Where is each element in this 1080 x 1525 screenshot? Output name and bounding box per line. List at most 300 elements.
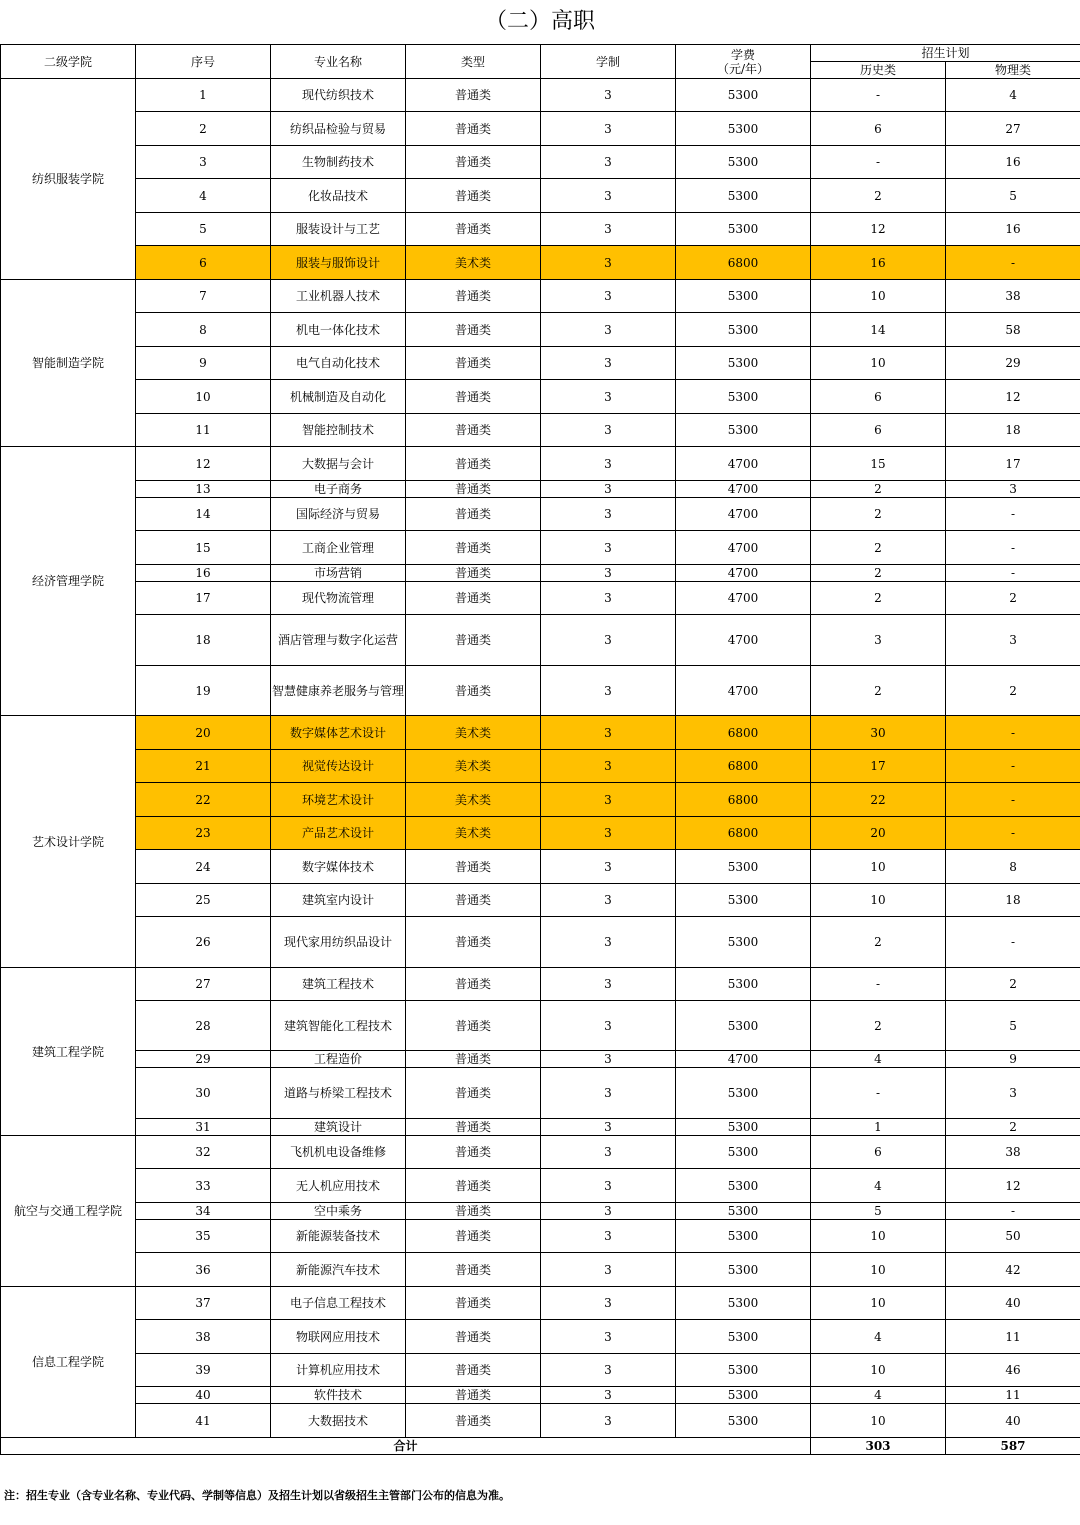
major-cell: 环境艺术设计 [271,783,406,817]
header-fee [676,45,811,79]
fee-cell: 6800 [676,750,811,783]
seq-cell: 30 [136,1068,271,1119]
major-cell: 建筑室内设计 [271,884,406,917]
duration-cell: 3 [541,1068,676,1119]
college-name-cell: 智能制造学院 [1,280,136,447]
seq-cell: 13 [136,481,271,498]
type-cell: 普通类 [406,179,541,213]
table-row [1,1001,1080,1051]
history-cell: 16 [811,246,946,280]
table-row [1,1404,1080,1438]
fee-cell: 5300 [676,1287,811,1320]
duration-cell: 3 [541,783,676,817]
physics-cell: 38 [946,1136,1080,1169]
history-cell: 1 [811,1119,946,1136]
duration-cell: 3 [541,280,676,313]
college-name-cell: 艺术设计学院 [1,716,136,968]
fee-cell: 6800 [676,817,811,850]
college-name-cell: 纺织服装学院 [1,79,136,280]
history-cell: 3 [811,615,946,666]
major-cell: 纺织品检验与贸易 [271,112,406,146]
college-name-cell: 航空与交通工程学院 [1,1136,136,1287]
duration-cell: 3 [541,313,676,347]
header-plan: 招生计划 [811,45,1080,62]
fee-cell: 5300 [676,179,811,213]
fee-cell: 4700 [676,565,811,582]
table-row [1,1169,1080,1203]
physics-cell: - [946,750,1080,783]
major-cell: 电气自动化技术 [271,347,406,380]
table-row [1,917,1080,968]
seq-cell: 17 [136,582,271,615]
duration-cell: 3 [541,79,676,112]
major-cell: 智能控制技术 [271,414,406,447]
seq-cell: 5 [136,213,271,246]
physics-cell: 58 [946,313,1080,347]
seq-cell: 29 [136,1051,271,1068]
type-cell: 普通类 [406,968,541,1001]
seq-cell: 38 [136,1320,271,1354]
physics-cell: 38 [946,280,1080,313]
history-cell: 6 [811,112,946,146]
table-body [1,79,1080,1438]
type-cell: 普通类 [406,1253,541,1287]
seq-cell: 12 [136,447,271,481]
type-cell: 普通类 [406,565,541,582]
major-cell: 化妆品技术 [271,179,406,213]
fee-cell: 5300 [676,917,811,968]
type-cell: 普通类 [406,1203,541,1220]
seq-cell: 34 [136,1203,271,1220]
seq-cell: 36 [136,1253,271,1287]
type-cell: 普通类 [406,1001,541,1051]
fee-cell: 5300 [676,380,811,414]
type-cell: 普通类 [406,79,541,112]
table-row [1,615,1080,666]
physics-cell: - [946,498,1080,531]
history-cell: 2 [811,565,946,582]
major-cell: 智慧健康养老服务与管理 [271,666,406,716]
physics-cell: - [946,565,1080,582]
table-row [1,313,1080,347]
major-cell: 建筑智能化工程技术 [271,1001,406,1051]
history-cell: 10 [811,1253,946,1287]
physics-cell: 11 [946,1320,1080,1354]
physics-cell: 2 [946,582,1080,615]
type-cell: 普通类 [406,146,541,179]
fee-cell: 5300 [676,313,811,347]
history-cell: 4 [811,1051,946,1068]
history-cell: 10 [811,280,946,313]
seq-cell: 35 [136,1220,271,1253]
header-fee-line1: 学费 [730,47,755,62]
table-row [1,531,1080,565]
fee-cell: 4700 [676,615,811,666]
header-history: 历史类 [811,62,946,79]
type-cell: 普通类 [406,1320,541,1354]
seq-cell: 15 [136,531,271,565]
fee-cell: 5300 [676,1001,811,1051]
duration-cell: 3 [541,1001,676,1051]
major-cell: 现代纺织技术 [271,79,406,112]
header-duration: 学制 [541,45,676,79]
physics-cell: 5 [946,1001,1080,1051]
header-college: 二级学院 [1,45,136,79]
table-row [1,79,1080,112]
major-cell: 建筑设计 [271,1119,406,1136]
duration-cell: 3 [541,750,676,783]
type-cell: 美术类 [406,246,541,280]
duration-cell: 3 [541,817,676,850]
total-row [1,1438,1080,1455]
table-row [1,347,1080,380]
fee-cell: 4700 [676,531,811,565]
table-row [1,1287,1080,1320]
physics-cell: 18 [946,414,1080,447]
duration-cell: 3 [541,1253,676,1287]
type-cell: 普通类 [406,481,541,498]
type-cell: 普通类 [406,1169,541,1203]
seq-cell: 8 [136,313,271,347]
duration-cell: 3 [541,179,676,213]
table-row [1,1068,1080,1119]
duration-cell: 3 [541,246,676,280]
table-row [1,1220,1080,1253]
type-cell: 普通类 [406,850,541,884]
header-fee-line2: （元/年） [716,61,770,76]
major-cell: 空中乘务 [271,1203,406,1220]
college-name-cell: 建筑工程学院 [1,968,136,1136]
seq-cell: 41 [136,1404,271,1438]
fee-cell: 5300 [676,1320,811,1354]
major-cell: 服装设计与工艺 [271,213,406,246]
seq-cell: 19 [136,666,271,716]
physics-cell: 27 [946,112,1080,146]
fee-cell: 4700 [676,666,811,716]
duration-cell: 3 [541,498,676,531]
fee-cell: 5300 [676,79,811,112]
table-row [1,481,1080,498]
type-cell: 普通类 [406,112,541,146]
major-cell: 现代家用纺织品设计 [271,917,406,968]
duration-cell: 3 [541,1354,676,1387]
history-cell: 17 [811,750,946,783]
fee-cell: 5300 [676,1404,811,1438]
type-cell: 普通类 [406,1220,541,1253]
history-cell: 4 [811,1320,946,1354]
fee-cell: 5300 [676,213,811,246]
table-row [1,750,1080,783]
seq-cell: 37 [136,1287,271,1320]
fee-cell: 6800 [676,246,811,280]
duration-cell: 3 [541,213,676,246]
type-cell: 普通类 [406,884,541,917]
duration-cell: 3 [541,968,676,1001]
physics-cell: 18 [946,884,1080,917]
major-cell: 大数据技术 [271,1404,406,1438]
duration-cell: 3 [541,1220,676,1253]
type-cell: 普通类 [406,1387,541,1404]
seq-cell: 31 [136,1119,271,1136]
type-cell: 普通类 [406,666,541,716]
fee-cell: 5300 [676,1220,811,1253]
history-cell: 2 [811,582,946,615]
seq-cell: 33 [136,1169,271,1203]
history-cell: 2 [811,1001,946,1051]
header-physics: 物理类 [946,62,1080,79]
type-cell: 普通类 [406,1068,541,1119]
fee-cell: 5300 [676,884,811,917]
header-seq: 序号 [136,45,271,79]
fee-cell: 5300 [676,1136,811,1169]
physics-cell: 46 [946,1354,1080,1387]
history-cell: 10 [811,884,946,917]
seq-cell: 23 [136,817,271,850]
table-row [1,246,1080,280]
enrollment-plan-table [0,44,1080,1455]
history-cell: 12 [811,213,946,246]
major-cell: 建筑工程技术 [271,968,406,1001]
history-cell: 10 [811,1220,946,1253]
physics-cell: 4 [946,79,1080,112]
physics-cell: - [946,917,1080,968]
fee-cell: 5300 [676,968,811,1001]
major-cell: 机电一体化技术 [271,313,406,347]
type-cell: 普通类 [406,1136,541,1169]
duration-cell: 3 [541,615,676,666]
duration-cell: 3 [541,380,676,414]
duration-cell: 3 [541,1404,676,1438]
type-cell: 普通类 [406,347,541,380]
table-row [1,146,1080,179]
seq-cell: 39 [136,1354,271,1387]
total-physics: 587 [946,1438,1080,1455]
history-cell: 14 [811,313,946,347]
physics-cell: 16 [946,146,1080,179]
type-cell: 普通类 [406,414,541,447]
fee-cell: 6800 [676,716,811,750]
duration-cell: 3 [541,1287,676,1320]
fee-cell: 4700 [676,481,811,498]
duration-cell: 3 [541,565,676,582]
physics-cell: 12 [946,1169,1080,1203]
table-row [1,968,1080,1001]
duration-cell: 3 [541,531,676,565]
physics-cell: 8 [946,850,1080,884]
table-row [1,1136,1080,1169]
type-cell: 普通类 [406,380,541,414]
physics-cell: 9 [946,1051,1080,1068]
fee-cell: 5300 [676,280,811,313]
fee-cell: 4700 [676,582,811,615]
table-row [1,1354,1080,1387]
major-cell: 视觉传达设计 [271,750,406,783]
duration-cell: 3 [541,917,676,968]
history-cell: 10 [811,850,946,884]
physics-cell: - [946,531,1080,565]
fee-cell: 4700 [676,1051,811,1068]
history-cell: 6 [811,414,946,447]
seq-cell: 21 [136,750,271,783]
major-cell: 电子商务 [271,481,406,498]
fee-cell: 5300 [676,112,811,146]
type-cell: 美术类 [406,716,541,750]
type-cell: 普通类 [406,1119,541,1136]
table-row [1,1203,1080,1220]
duration-cell: 3 [541,1136,676,1169]
duration-cell: 3 [541,1203,676,1220]
major-cell: 服装与服饰设计 [271,246,406,280]
table-row [1,582,1080,615]
type-cell: 普通类 [406,582,541,615]
table-row [1,380,1080,414]
fee-cell: 4700 [676,498,811,531]
major-cell: 产品艺术设计 [271,817,406,850]
history-cell: 2 [811,917,946,968]
physics-cell: - [946,1203,1080,1220]
history-cell: - [811,968,946,1001]
type-cell: 美术类 [406,817,541,850]
duration-cell: 3 [541,347,676,380]
duration-cell: 3 [541,582,676,615]
fee-cell: 5300 [676,414,811,447]
major-cell: 数字媒体艺术设计 [271,716,406,750]
seq-cell: 32 [136,1136,271,1169]
table-row [1,1119,1080,1136]
history-cell: 2 [811,179,946,213]
type-cell: 普通类 [406,280,541,313]
fee-cell: 5300 [676,1253,811,1287]
seq-cell: 7 [136,280,271,313]
history-cell: 10 [811,1354,946,1387]
type-cell: 普通类 [406,1354,541,1387]
table-row [1,783,1080,817]
major-cell: 市场营销 [271,565,406,582]
fee-cell: 5300 [676,850,811,884]
seq-cell: 25 [136,884,271,917]
duration-cell: 3 [541,447,676,481]
duration-cell: 3 [541,1320,676,1354]
table-row [1,884,1080,917]
history-cell: 4 [811,1387,946,1404]
physics-cell: 3 [946,615,1080,666]
table-row [1,817,1080,850]
physics-cell: - [946,246,1080,280]
major-cell: 无人机应用技术 [271,1169,406,1203]
duration-cell: 3 [541,1119,676,1136]
history-cell: 6 [811,380,946,414]
major-cell: 酒店管理与数字化运营 [271,615,406,666]
major-cell: 生物制药技术 [271,146,406,179]
fee-cell: 5300 [676,146,811,179]
seq-cell: 6 [136,246,271,280]
history-cell: - [811,146,946,179]
physics-cell: - [946,817,1080,850]
header-type: 类型 [406,45,541,79]
major-cell: 现代物流管理 [271,582,406,615]
major-cell: 工业机器人技术 [271,280,406,313]
duration-cell: 3 [541,666,676,716]
history-cell: 2 [811,498,946,531]
type-cell: 普通类 [406,213,541,246]
seq-cell: 14 [136,498,271,531]
history-cell: 4 [811,1169,946,1203]
seq-cell: 11 [136,414,271,447]
table-row [1,716,1080,750]
physics-cell: 40 [946,1287,1080,1320]
type-cell: 普通类 [406,313,541,347]
fee-cell: 5300 [676,1387,811,1404]
major-cell: 工商企业管理 [271,531,406,565]
total-history: 303 [811,1438,946,1455]
type-cell: 美术类 [406,783,541,817]
type-cell: 普通类 [406,1051,541,1068]
history-cell: 30 [811,716,946,750]
table-row [1,280,1080,313]
physics-cell: 2 [946,666,1080,716]
seq-cell: 2 [136,112,271,146]
major-cell: 计算机应用技术 [271,1354,406,1387]
major-cell: 机械制造及自动化 [271,380,406,414]
major-cell: 国际经济与贸易 [271,498,406,531]
seq-cell: 20 [136,716,271,750]
history-cell: 22 [811,783,946,817]
physics-cell: 50 [946,1220,1080,1253]
type-cell: 普通类 [406,1287,541,1320]
duration-cell: 3 [541,112,676,146]
fee-cell: 5300 [676,1068,811,1119]
physics-cell: 5 [946,179,1080,213]
fee-cell: 6800 [676,783,811,817]
major-cell: 物联网应用技术 [271,1320,406,1354]
table-row [1,447,1080,481]
fee-cell: 5300 [676,1203,811,1220]
physics-cell: 11 [946,1387,1080,1404]
history-cell: 2 [811,531,946,565]
physics-cell: 3 [946,1068,1080,1119]
history-cell: 2 [811,481,946,498]
fee-cell: 5300 [676,1354,811,1387]
seq-cell: 3 [136,146,271,179]
physics-cell: 17 [946,447,1080,481]
major-cell: 工程造价 [271,1051,406,1068]
physics-cell: 12 [946,380,1080,414]
duration-cell: 3 [541,481,676,498]
table-row [1,1320,1080,1354]
seq-cell: 22 [136,783,271,817]
history-cell: 5 [811,1203,946,1220]
table-row [1,565,1080,582]
history-cell: 10 [811,1404,946,1438]
history-cell: 2 [811,666,946,716]
table-row [1,666,1080,716]
total-label: 合计 [1,1438,811,1455]
header-major: 专业名称 [271,45,406,79]
type-cell: 美术类 [406,750,541,783]
seq-cell: 24 [136,850,271,884]
fee-cell: 5300 [676,1169,811,1203]
major-cell: 大数据与会计 [271,447,406,481]
college-name-cell: 经济管理学院 [1,447,136,716]
seq-cell: 28 [136,1001,271,1051]
duration-cell: 3 [541,850,676,884]
seq-cell: 40 [136,1387,271,1404]
type-cell: 普通类 [406,498,541,531]
physics-cell: 16 [946,213,1080,246]
type-cell: 普通类 [406,1404,541,1438]
duration-cell: 3 [541,414,676,447]
duration-cell: 3 [541,1387,676,1404]
